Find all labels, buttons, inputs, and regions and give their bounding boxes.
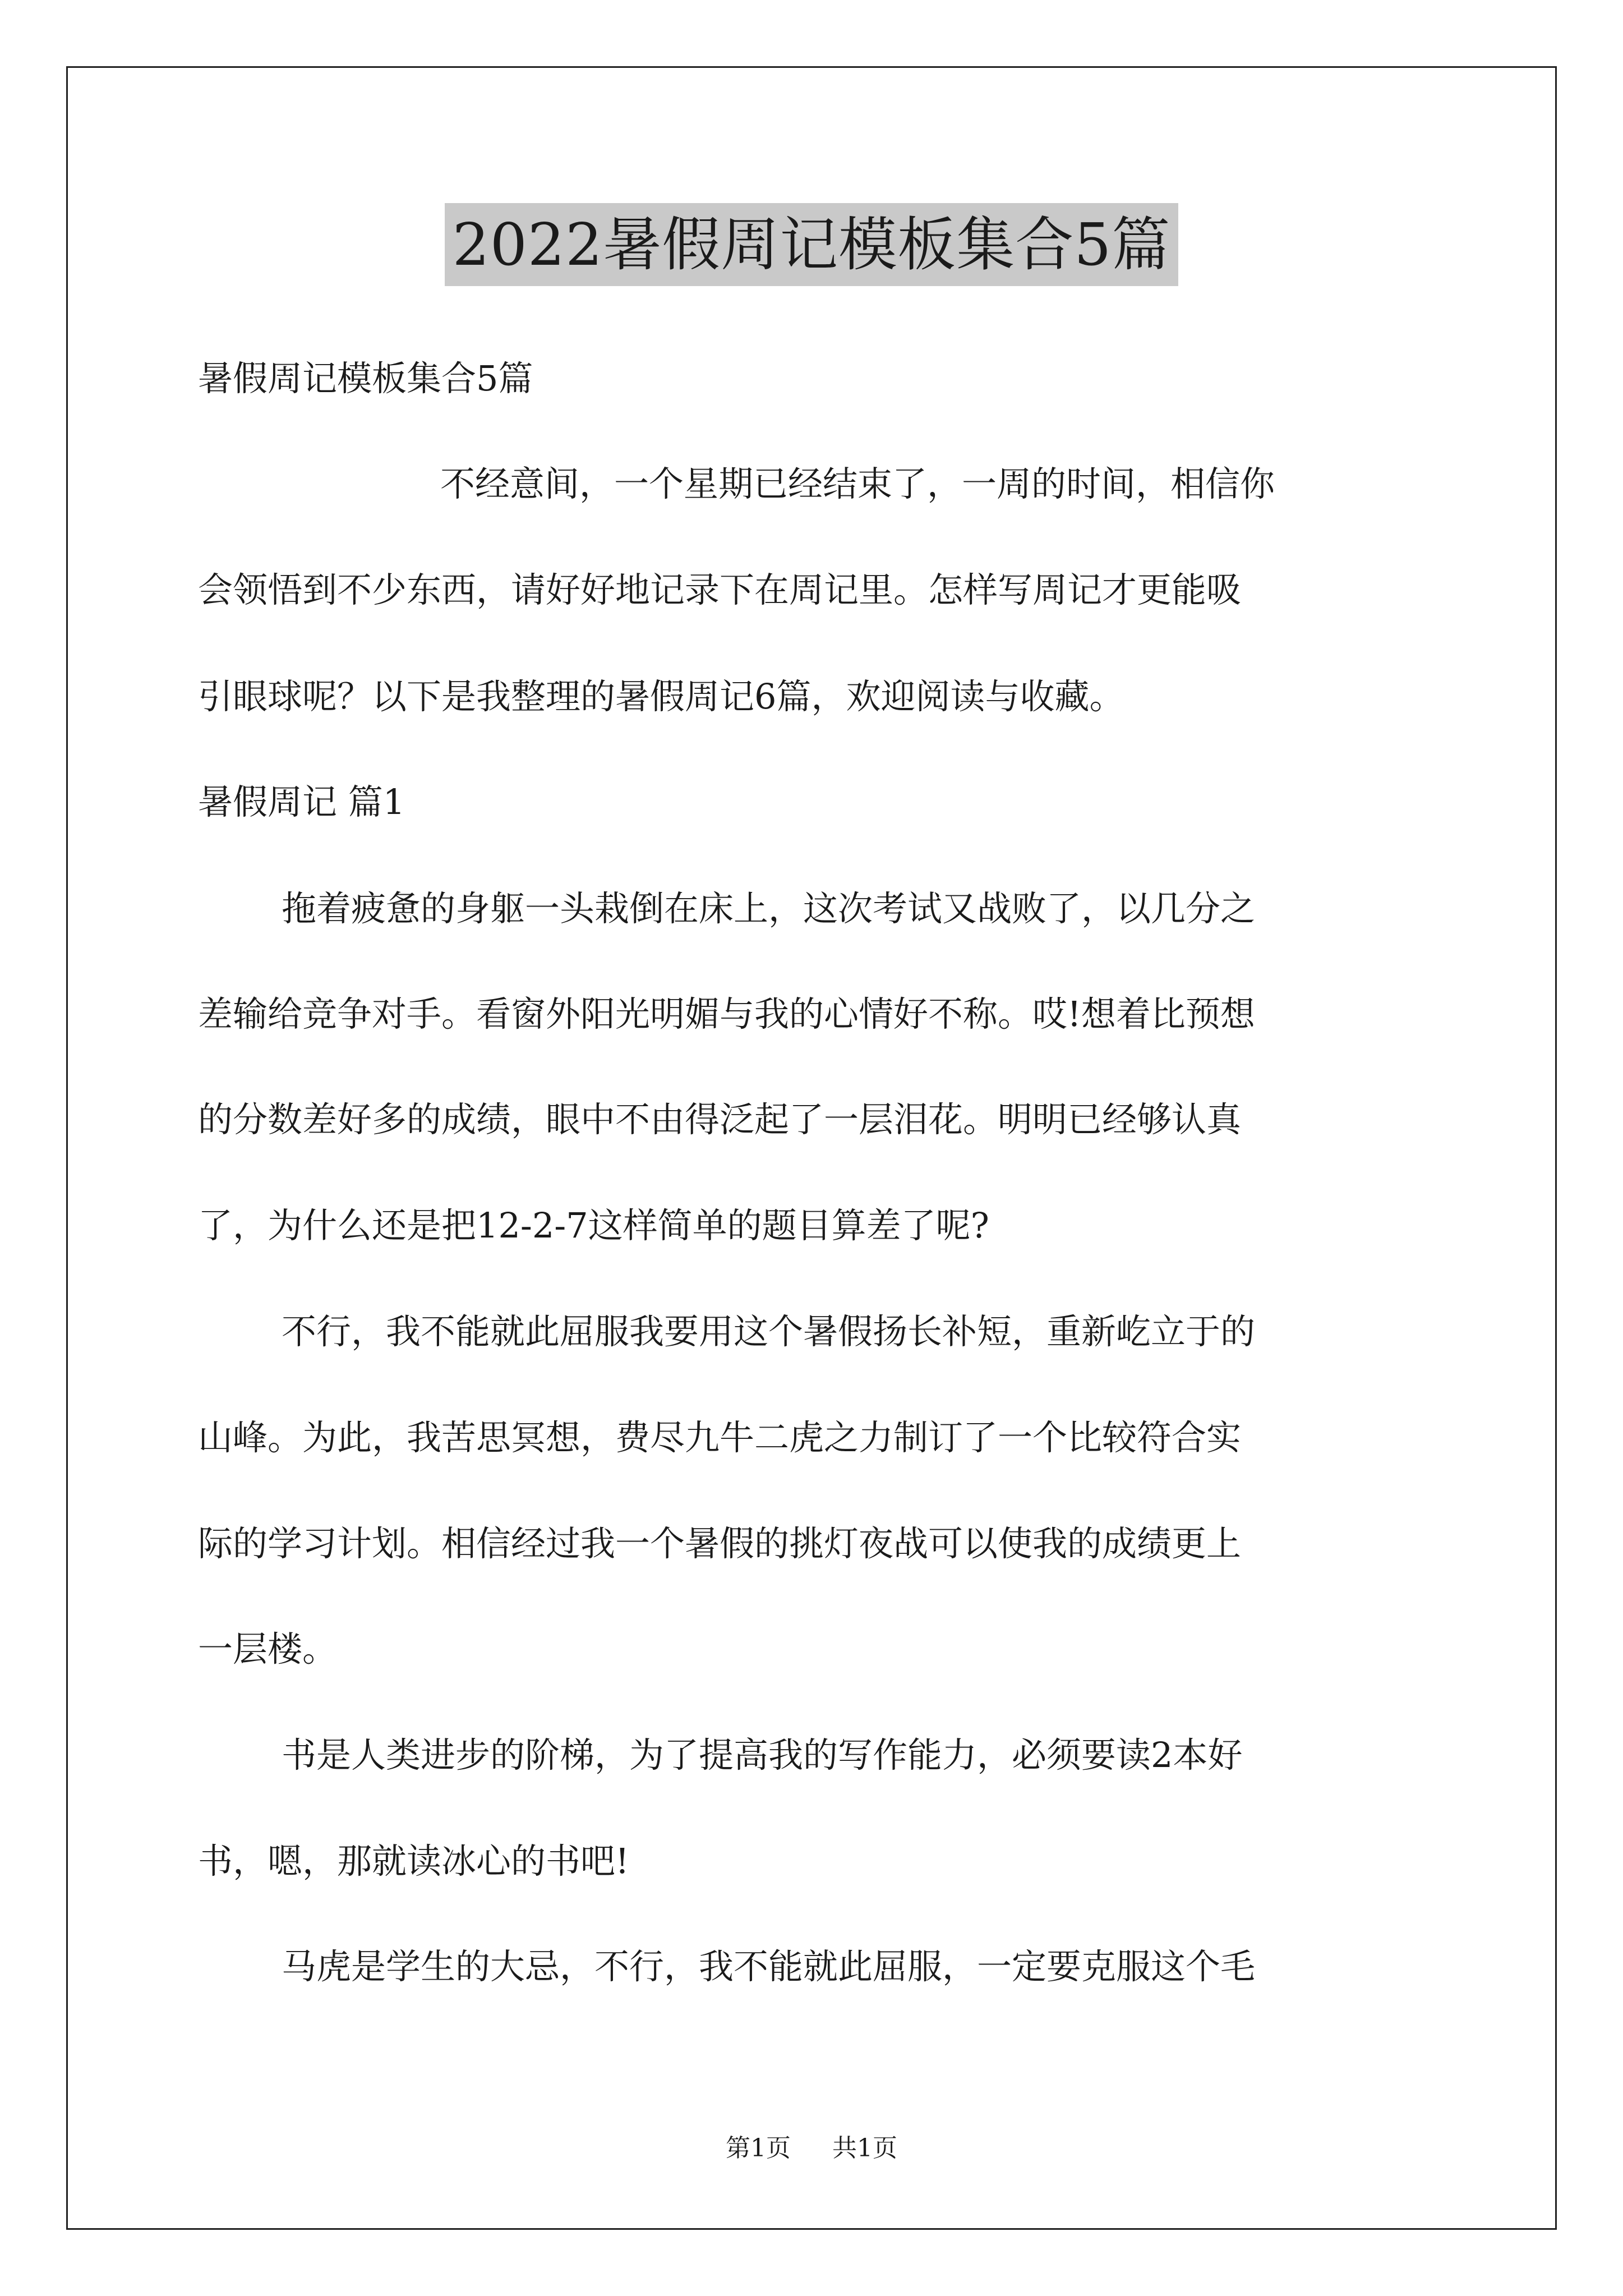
para1-line-3: 的分数差好多的成绩，眼中不由得泛起了一层泪花。明明已经够认真 <box>198 1099 1242 1140</box>
section-heading: 暑假周记 篇1 <box>198 781 405 822</box>
para1-line-4: 了，为什么还是把12-2-7这样简单的题目算差了呢? <box>198 1205 989 1246</box>
para4-line-1: 马虎是学生的大忌，不行，我不能就此屈服，一定要克服这个毛 <box>282 1946 1256 1987</box>
subtitle: 暑假周记模板集合5篇 <box>198 358 533 399</box>
para2-line-4: 一层楼。 <box>198 1628 338 1669</box>
para1-line-1: 拖着疲惫的身躯一头栽倒在床上，这次考试又战败了，以几分之 <box>282 888 1256 929</box>
para2-line-2: 山峰。为此，我苦思冥想，费尽九牛二虎之力制订了一个比较符合实 <box>198 1417 1242 1458</box>
para2-line-1: 不行，我不能就此屈服我要用这个暑假扬长补短，重新屹立于的 <box>282 1311 1256 1352</box>
para1-line-2: 差输给竞争对手。看窗外阳光明媚与我的心情好不称。哎!想着比预想 <box>198 993 1255 1034</box>
page-total: 共1页 <box>832 2134 897 2162</box>
para3-line-2: 书，嗯，那就读冰心的书吧! <box>198 1841 629 1881</box>
intro-line-1: 不经意间，一个星期已经结束了，一周的时间，相信你 <box>440 463 1275 504</box>
document-title: 2022暑假周记模板集合5篇 <box>445 203 1179 286</box>
para2-line-3: 际的学习计划。相信经过我一个暑假的挑灯夜战可以使我的成绩更上 <box>198 1523 1242 1564</box>
para3-line-1: 书是人类进步的阶梯，为了提高我的写作能力，必须要读2本好 <box>282 1734 1243 1775</box>
intro-line-2: 会领悟到不少东西，请好好地记录下在周记里。怎样写周记才更能吸 <box>198 569 1242 610</box>
page-footer <box>0 2133 1623 2164</box>
intro-line-3: 引眼球呢？以下是我整理的暑假周记6篇，欢迎阅读与收藏。 <box>198 676 1124 717</box>
page-number: 第1页 <box>726 2134 791 2162</box>
title-container <box>0 203 1623 286</box>
